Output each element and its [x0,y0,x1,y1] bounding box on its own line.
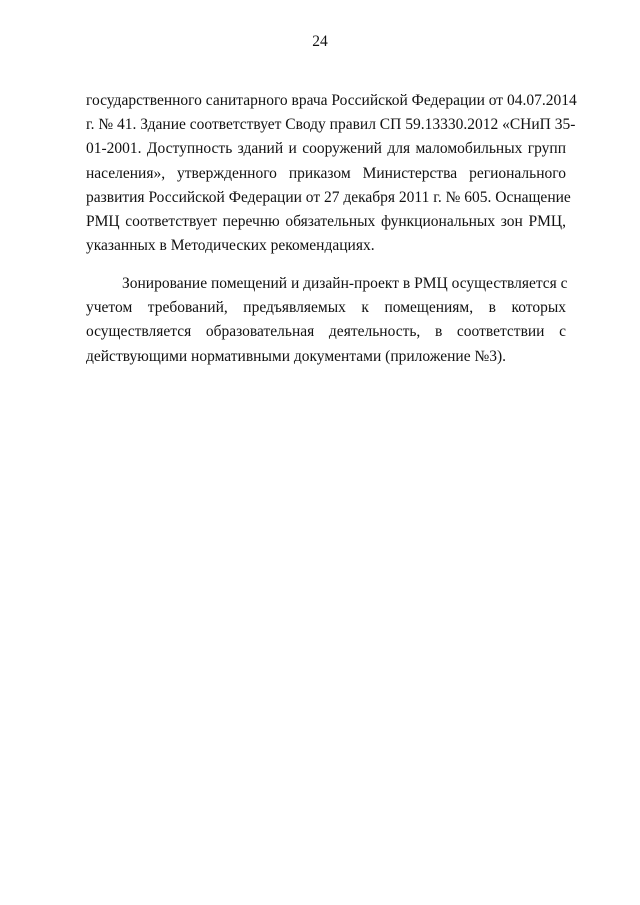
section-heading [0,592,640,616]
text-line: 01-2001. Доступность зданий и сооружений для маломобильных групп [86,140,566,158]
text-line [86,445,566,469]
text-line [86,469,566,493]
text-line [86,641,566,665]
intro-paragraph [86,89,577,258]
text-line: учетом требований, предъявляемых к помещениям, в которых [86,299,566,317]
text-line [86,690,566,714]
text-line [86,665,566,689]
text-line [86,372,566,396]
text-line: населения», утвержденного приказом Министерства регионального [86,164,566,182]
text-line: г. № 41. Здание соответствует Своду правил СП 59.13330.2012 «СНиП 35- [86,116,576,134]
text-line: действующими нормативными документами (приложение №3). [86,347,507,365]
text-line: Зонирование помещений и дизайн-проект в РМЦ осуществляется с [122,275,568,292]
text-line: государственного санитарного врача Российской Федерации от 04.07.2014 [86,92,577,109]
text-line: РМЦ соответствует перечню обязательных функциональных зон РМЦ, [86,212,566,230]
text-line [86,493,566,517]
zoning-paragraph [86,272,566,369]
text-line: развития Российской Федерации от 27 декабря 2011 г. № 605. Оснащение [86,188,571,206]
text-line: указанных в Методических рекомендациях. [86,237,375,255]
text-line [86,742,566,766]
implementation-paragraph [86,617,566,714]
text-line: осуществляется образовательная деятельность, в соответствии с [86,323,566,341]
text-line [86,718,566,742]
design-paragraph [86,372,566,517]
text-line [86,617,566,641]
text-line [86,766,566,790]
text-line [86,420,566,444]
page-number: 24 [312,33,328,50]
text-line [86,396,566,420]
concept-paragraph [86,718,566,815]
text-line [86,791,566,815]
